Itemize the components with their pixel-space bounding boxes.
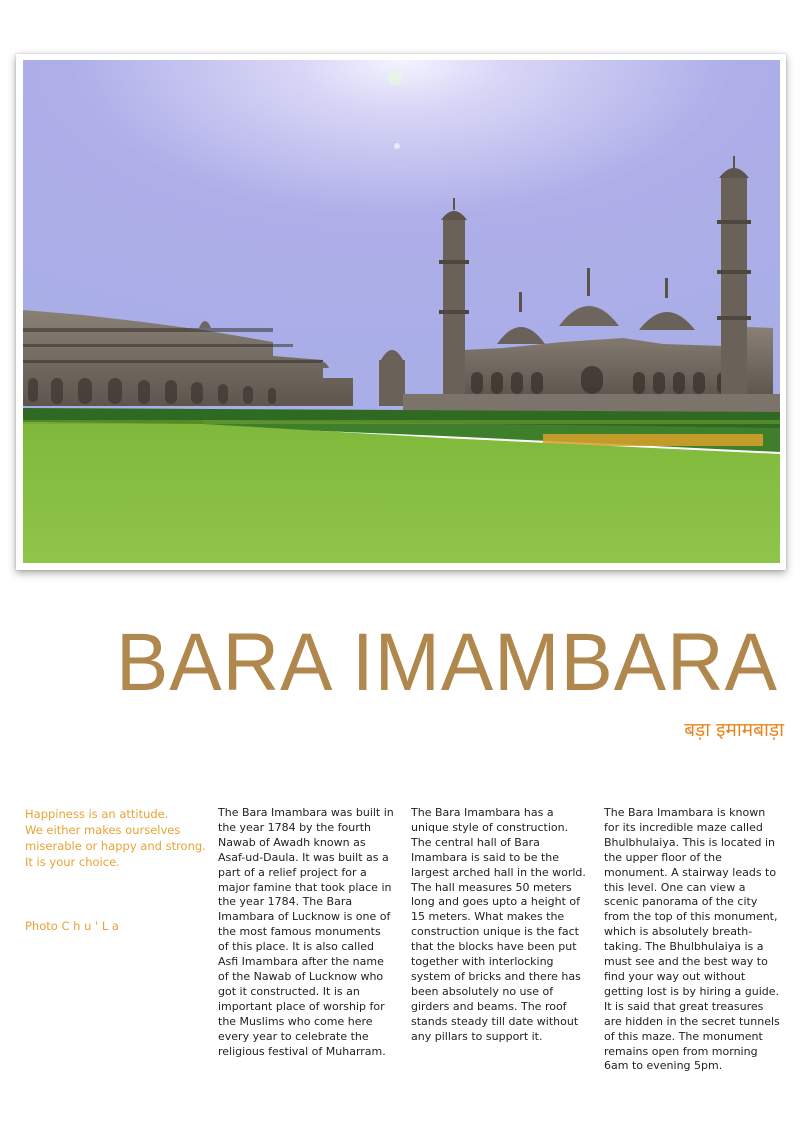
quote-line: We either makes ourselves bbox=[25, 823, 181, 837]
text-column-1: The Bara Imambara was built in the year 1784 by the fourth Nawab of Awadh known as Asaf-ud-Daula. It was built as a part of a relief project for a major famine that took place in the year 1784. The Bara Imambara of Lucknow is one of the most famous monuments of this place. It is also called Asfi Imambara after the name of the Nawab of Lucknow who got it constructed. It is an important place of worship for the Muslims who come here every year to celebrate the religious festival of Muharram. bbox=[218, 806, 394, 1058]
quote-line: Happiness is an attitude. bbox=[25, 807, 169, 821]
text-column-2: The Bara Imambara has a unique style of construction. The central hall of Bara Imambara is said to be the largest arched hall in the world. The hall measures 50 meters long and goes upto a height of 15 meters. What makes the construction unique is the fact that the blocks have been put together with interlocking system of bricks and there has been absolutely no use of girders and beams. The roof stands steady till date without any pillars to support it. bbox=[411, 806, 586, 1043]
photo-frame bbox=[16, 54, 786, 570]
photo-credit: Photo C h u ' L a bbox=[25, 919, 119, 933]
quote-line: miserable or happy and strong. bbox=[25, 839, 206, 853]
bara-imambara-photo bbox=[23, 60, 780, 563]
quote-line: It is your choice. bbox=[25, 855, 120, 869]
text-column-3: The Bara Imambara is known for its incredible maze called Bhulbhulaiya. This is located in the upper floor of the monument. A stairway leads to this level. One can view a scenic panorama of the city from the top of this monument, which is absolutely breath-taking. The Bhulbhulaiya is a must see and the best way to find your way out without getting lost is by hiring a guide. It is said that great treasures are hidden in the secret tunnels of this maze. The monument remains open from morning 6am to evening 5pm. bbox=[604, 806, 780, 1073]
page-title: BARA IMAMBARA bbox=[116, 617, 778, 708]
quote-block bbox=[25, 806, 206, 870]
hindi-subtitle: बड़ा इमामबाड़ा bbox=[684, 719, 784, 741]
